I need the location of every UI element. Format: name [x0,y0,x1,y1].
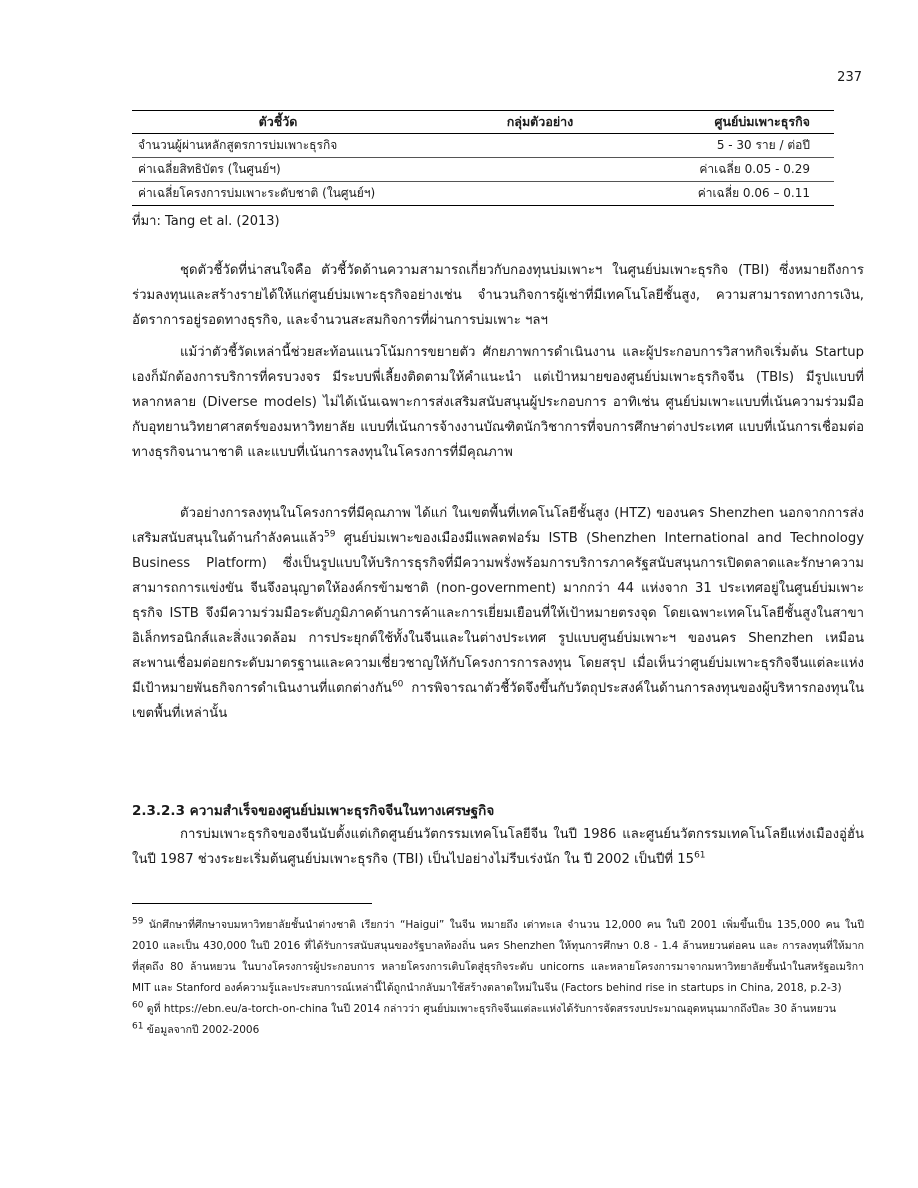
paragraph-4 [132,822,864,872]
paragraph-text: ศูนย์บ่มเพาะของเมืองมีแพลตฟอร์ม ISTB (Shenzhen International and Technology Business Platform) ซึ่งเป็นรูปแบบให้บริการธุรกิจที่มีความพรั่งพร้อมการบริการภาครัฐสนับสนุนการเปิดตลาดและรักษาความสามารถการแข่งขัน จีนจึงอนุญาตให้องค์กรข้ามชาติ (non-government) มากกว่า 44 แห่งจาก 31 ประเทศอยู่ในศูนย์บ่มเพาะธุรกิจ ISTB จึงมีความร่วมมือระดับภูมิภาคด้านการค้าและการเยี่ยมเยือนที่ให้เป้าหมายตรงจุด โดยเฉพาะเทคโนโลยีชั้นสูงในสาขาอิเล็กทรอนิกส์และสิ่งแวดล้อม การประยุกต์ใช้ทั้งในจีนและในต่างประเทศ รูปแบบศูนย์บ่มเพาะฯ ของนคร Shenzhen เหมือนสะพานเชื่อมต่อยกระดับมาตรฐานและความเชี่ยวชาญให้กับโครงการการลงทุน โดยสรุป เมื่อเห็นว่าศูนย์บ่มเพาะธุรกิจจีนแต่ละแห่งมีเป้าหมายพันธกิจการดำเนินงานที่แตกต่างกัน [132,531,864,696]
table-cell [424,182,656,206]
header-sample-group: กลุ่มตัวอย่าง [424,111,656,134]
footnote-ref[interactable]: 59 [324,529,336,540]
paragraph-2 [132,340,864,465]
footnote-ref[interactable]: 60 [391,679,404,690]
table-header-row [132,111,834,134]
paragraph-3 [132,501,864,726]
paragraph-text: ชุดตัวชี้วัดที่น่าสนใจคือ ตัวชี้วัดด้านความสามารถเกี่ยวกับกองทุนบ่มเพาะฯ ในศูนย์บ่มเพาะธุรกิจ (TBI) ซึ่งหมายถึงการร่วมลงทุนและสร้างรายได้ให้แก่ศูนย์บ่มเพาะธุรกิจอย่างเช่น จำนวนกิจการผู้เช่าที่มีเทคโนโลยีชั้นสูง, ความสามารถทางการเงิน, อัตราการอยู่รอดทางธุรกิจ, และจำนวนสะสมกิจการที่ผ่านการบ่มเพาะ ฯลฯ [132,263,864,328]
table-cell: 5 - 30 ราย / ต่อปี [656,134,834,158]
table-row [132,134,834,158]
table-cell [424,158,656,182]
footnote-number: 59 [132,916,144,927]
footnote [132,999,864,1020]
table-source: ที่มา: Tang et al. (2013) [132,214,280,229]
table-cell: ค่าเฉลี่ยสิทธิบัตร (ในศูนย์ฯ) [132,158,424,182]
footnote [132,915,864,999]
table-row [132,182,834,206]
footnote-text: ดูที่ https://ebn.eu/a-torch-on-china ในปี 2014 กล่าวว่า ศูนย์บ่มเพาะธุรกิจจีนแต่ละแห่งได้รับการจัดสรรงบประมาณอุดหนุนมากถึงปีละ 30 ล้านหยวน [143,1003,836,1015]
paragraph-text: ตัวอย่างการลงทุนในโครงการที่มีคุณภาพ ได้แก่ ในเขตพื้นที่เทคโนโลยีชั้นสูง (HTZ) ของนคร Shenzhen นอกจากการส่งเสริมสนับสนุนในด้านกำลังคนแล้ว [132,506,864,546]
table-cell: จำนวนผู้ผ่านหลักสูตรการบ่มเพาะธุรกิจ [132,134,424,158]
footnote-number: 61 [132,1021,144,1032]
indicator-table [132,110,834,206]
page-number: 237 [837,70,862,85]
paragraph-text: แม้ว่าตัวชี้วัดเหล่านี้ช่วยสะท้อนแนวโน้มการขยายตัว ศักยภาพการดำเนินงาน และผู้ประกอบการวิสาหกิจเริ่มต้น Startup เองก็มักต้องการบริการที่ครบวงจร มีระบบพี่เลี้ยงติดตามให้คำแนะนำ แต่เป้าหมายของศูนย์บ่มเพาะธุรกิจจีน (TBIs) มีรูปแบบที่หลากหลาย (Diverse models) ไม่ได้เน้นเฉพาะการส่งเสริมสนับสนุนผู้ประกอบการ อาทิเช่น ศูนย์บ่มเพาะแบบที่เน้นความร่วมมือกับอุทยานวิทยาศาสตร์ของมหาวิทยาลัย แบบที่เน้นการจ้างงานบัณฑิตนักวิชาการที่จบการศึกษาต่างประเทศ แบบที่เน้นการเชื่อมต่อทางธุรกิจนานาชาติ และแบบที่เน้นการลงทุนในโครงการที่มีคุณภาพ [132,345,864,460]
footnote-text: ข้อมูลจากปี 2002-2006 [143,1024,260,1036]
footnote-ref[interactable]: 61 [694,850,706,861]
table-cell: ค่าเฉลี่ย 0.05 - 0.29 [656,158,834,182]
table-cell [424,134,656,158]
header-indicator: ตัวชี้วัด [132,111,424,134]
paragraph-text: การพิจารณาตัวชี้วัดจึงขึ้นกับวัตถุประสงค์ในด้านการลงทุนของผู้บริหารกองทุนในเขตพื้นที่เหล่านั้น [132,681,864,721]
footnotes [132,915,864,1041]
footnote-divider [132,903,372,904]
footnote-number: 60 [132,1000,144,1011]
header-incubator: ศูนย์บ่มเพาะธุรกิจ [656,111,834,134]
section-heading: 2.3.2.3 ความสำเร็จของศูนย์บ่มเพาะธุรกิจจีนในทางเศรษฐกิจ [132,803,495,819]
table-cell: ค่าเฉลี่ยโครงการบ่มเพาะระดับชาติ (ในศูนย์ฯ) [132,182,424,206]
paragraph-1 [132,258,864,333]
footnote-text: นักศึกษาที่ศึกษาจบมหาวิทยาลัยชั้นนำต่างชาติ เรียกว่า “Haigui” ในจีน หมายถึง เต่าทะเล จำนวน 12,000 คน ในปี 2001 เพิ่มขึ้นเป็น 135,000 คน ในปี 2010 และเป็น 430,000 ในปี 2016 ที่ได้รับการสนับสนุนของรัฐบาลท้องถิ่น นคร Shenzhen ให้ทุนการศึกษา 0.8 - 1.4 ล้านหยวนต่อคน และ การลงทุนที่ให้มากที่สุดถึง 80 ล้านหยวน ในบางโครงการผู้ประกอบการ หลายโครงการเติบโตสู่ธุรกิจระดับ unicorns และหลายโครงการมาจากมหาวิทยาลัยชั้นนำในสหรัฐอเมริกา MIT และ Stanford องค์ความรู้และประสบการณ์เหล่านี้ได้ถูกนำกลับมาใช้สร้างตลาดใหม่ในจีน (Factors behind rise in startups in China, 2018, p.2-3) [132,919,864,994]
paragraph-text: การบ่มเพาะธุรกิจของจีนนับตั้งแต่เกิดศูนย์นวัตกรรมเทคโนโลยีจีน ในปี 1986 และศูนย์นวัตกรรมเทคโนโลยีแห่งเมืองอู่ฮั่น ในปี 1987 ช่วงระยะเริ่มต้นศูนย์บ่มเพาะธุรกิจ (TBI) เป็นไปอย่างไม่รีบเร่งนัก ใน ปี 2002 เป็นปีที่ 15 [132,827,864,867]
footnote [132,1020,864,1041]
table-cell: ค่าเฉลี่ย 0.06 – 0.11 [656,182,834,206]
table-row [132,158,834,182]
